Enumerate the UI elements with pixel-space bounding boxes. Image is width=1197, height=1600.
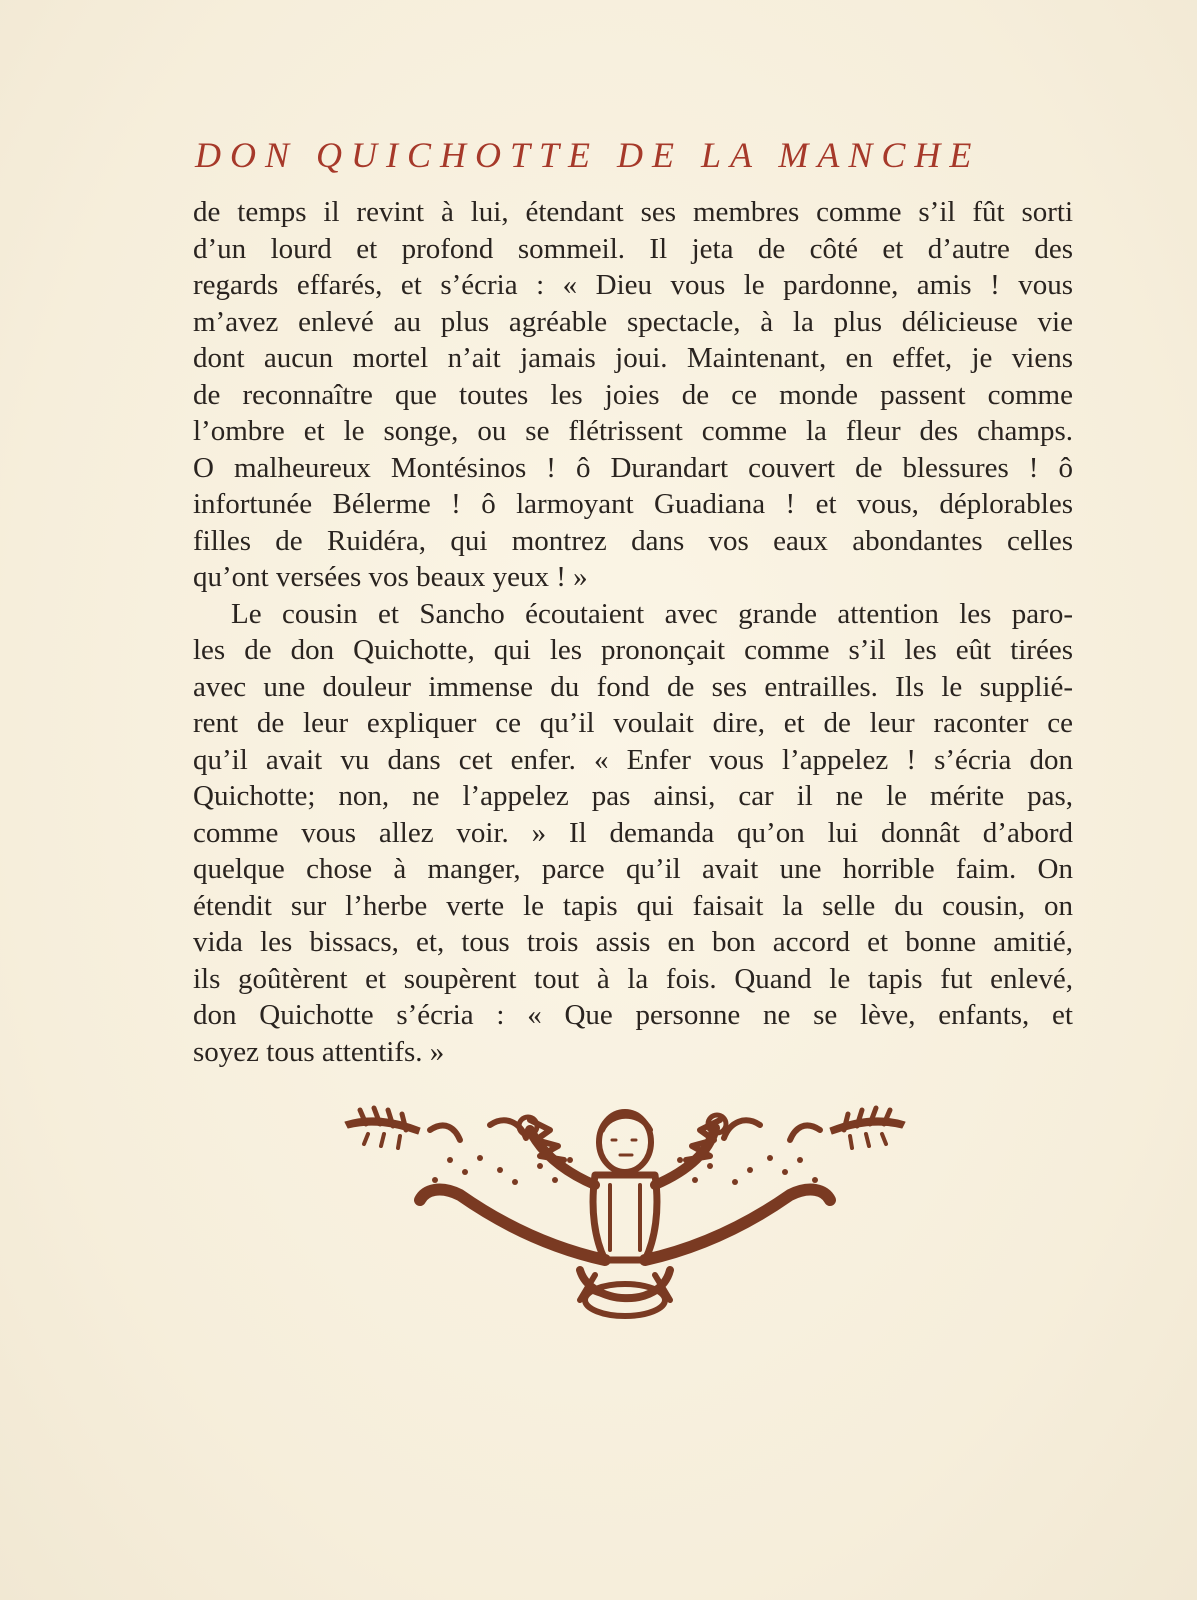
text-line: d’un lourd et profond sommeil. Il jeta de côté et d’autre des xyxy=(193,232,1073,265)
text-line: regards effarés, et s’écria : « Dieu vous le pardonne, amis ! vous xyxy=(193,269,1073,301)
text-line: les de don Quichotte, qui les prononçait comme s’il les eût tirées xyxy=(193,634,1073,666)
paragraph-1 xyxy=(193,194,1073,596)
text-line: qu’il avait vu dans cet enfer. « Enfer vous l’appelez ! s’écria don xyxy=(193,743,1073,776)
text-line: qu’ont versées vos beaux yeux ! » xyxy=(193,561,588,593)
text-line: m’avez enlevé au plus agréable spectacle, à la plus délicieuse vie xyxy=(193,305,1073,338)
running-head: DON QUICHOTTE DE LA MANCHE xyxy=(195,135,981,175)
text-line: O malheureux Montésinos ! ô Durandart couvert de blessures ! ô xyxy=(193,451,1073,484)
text-line: dont aucun mortel n’ait jamais joui. Maintenant, en effet, je viens xyxy=(193,342,1073,374)
text-line: vida les bissacs, et, tous trois assis en bon accord et bonne amitié, xyxy=(193,926,1073,958)
text-line: soyez tous attentifs. » xyxy=(193,1035,445,1068)
text-line: étendit sur l’herbe verte le tapis qui faisait la selle du cousin, on xyxy=(193,889,1073,922)
text-line: l’ombre et le songe, ou se flétrissent comme la fleur des champs. xyxy=(193,415,1073,447)
woodcut-vignette-icon xyxy=(340,1100,910,1330)
text-line: avec une douleur immense du fond de ses entrailles. Ils le supplié- xyxy=(193,670,1073,703)
text-line: de reconnaître que toutes les joies de ce monde passent comme xyxy=(193,378,1073,411)
body-text xyxy=(193,194,1073,1070)
paragraph-2 xyxy=(193,596,1073,1071)
text-line: Le cousin et Sancho écoutaient avec grande attention les paro- xyxy=(231,597,1073,630)
text-line: quelque chose à manger, parce qu’il avait une horrible faim. On xyxy=(193,853,1073,885)
text-line: infortunée Bélerme ! ô larmoyant Guadiana ! et vous, déplorables xyxy=(193,488,1073,520)
text-line: filles de Ruidéra, qui montrez dans vos eaux abondantes celles xyxy=(193,524,1073,557)
text-line: don Quichotte s’écria : « Que personne ne se lève, enfants, et xyxy=(193,999,1073,1031)
text-line: de temps il revint à lui, étendant ses membres comme s’il fût sorti xyxy=(193,196,1073,228)
text-line: ils goûtèrent et soupèrent tout à la fois. Quand le tapis fut enlevé, xyxy=(193,962,1073,995)
text-line: rent de leur expliquer ce qu’il voulait dire, et de leur raconter ce xyxy=(193,707,1073,739)
text-line: comme vous allez voir. » Il demanda qu’on lui donnât d’abord xyxy=(193,816,1073,849)
text-line: Quichotte; non, ne l’appelez pas ainsi, car il ne le mérite pas, xyxy=(193,780,1073,812)
